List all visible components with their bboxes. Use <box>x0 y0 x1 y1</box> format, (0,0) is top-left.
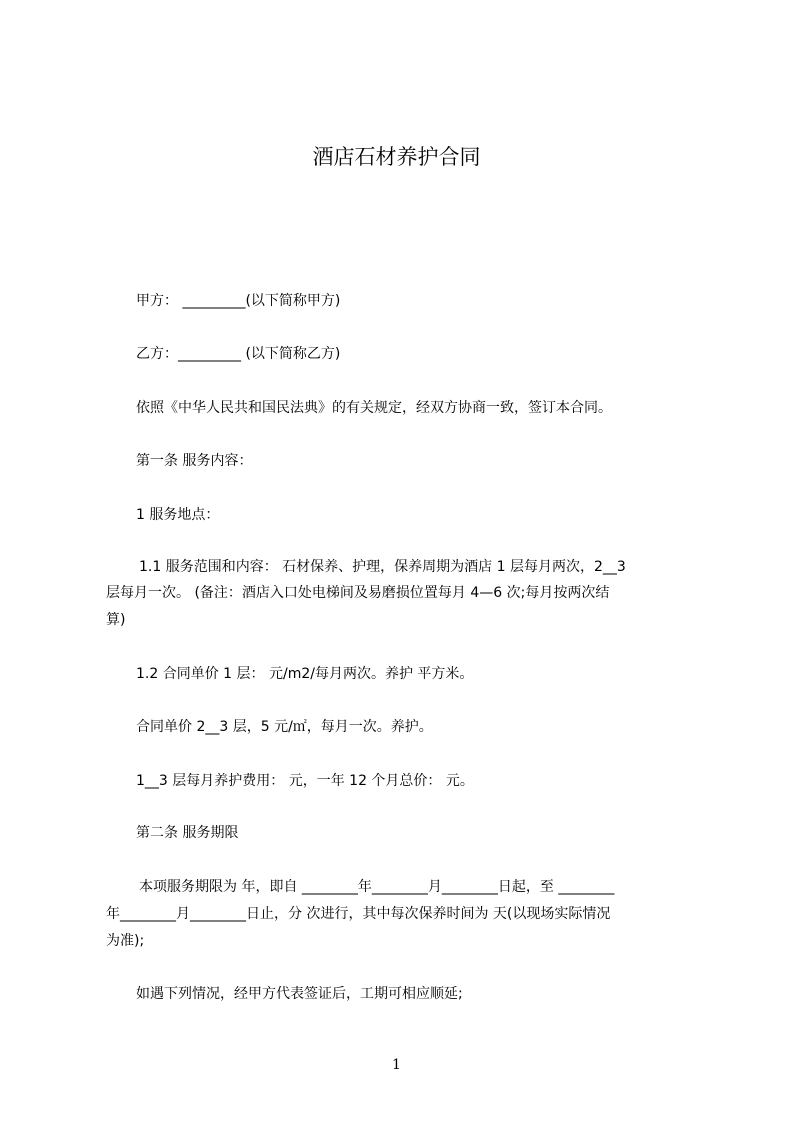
service-term-line-2: 年________月________日止，分 次进行，其中每次保养时间为 天(以现场实际情况 <box>106 906 611 922</box>
document-title: 酒店石材养护合同 <box>312 145 481 169</box>
service-scope-line-3: 算) <box>106 612 126 628</box>
party-a-line: 甲方： _________(以下简称甲方) <box>136 293 341 309</box>
monthly-fee-line: 1__3 层每月养护费用： 元，一年 12 个月总价： 元。 <box>136 773 474 789</box>
extension-conditions-line: 如遇下列情况，经甲方代表签证后，工期可相应顺延; <box>136 986 463 1002</box>
service-term-line-3: 为准); <box>106 933 145 949</box>
unit-price-floor-2-3: 合同单价 2__3 层，5 元/㎡，每月一次。养护。 <box>136 719 433 735</box>
party-b-line: 乙方：_________ (以下简称乙方) <box>136 346 341 362</box>
service-scope-line-2: 层每月一次。 (备注：酒店入口处电梯间及易磨损位置每月 4—6 次;每月按两次结 <box>106 585 610 601</box>
service-location-line: 1 服务地点： <box>136 507 220 523</box>
unit-price-floor-1: 1.2 合同单价 1 层： 元/m2/每月两次。养护 平方米。 <box>136 666 474 682</box>
article-1-heading: 第一条 服务内容： <box>136 453 253 469</box>
service-term-line-1: 本项服务期限为 年，即自 ________年________月________日起，至 ________ <box>139 879 615 895</box>
legal-basis-paragraph: 依照《中华人民共和国民法典》的有关规定，经双方协商一致，签订本合同。 <box>136 400 612 416</box>
article-2-heading: 第二条 服务期限 <box>136 825 239 841</box>
service-scope-line-1: 1.1 服务范围和内容： 石材保养、护理，保养周期为酒店 1 层每月两次，2__3 <box>139 559 626 575</box>
page-number: 1 <box>392 1057 401 1073</box>
